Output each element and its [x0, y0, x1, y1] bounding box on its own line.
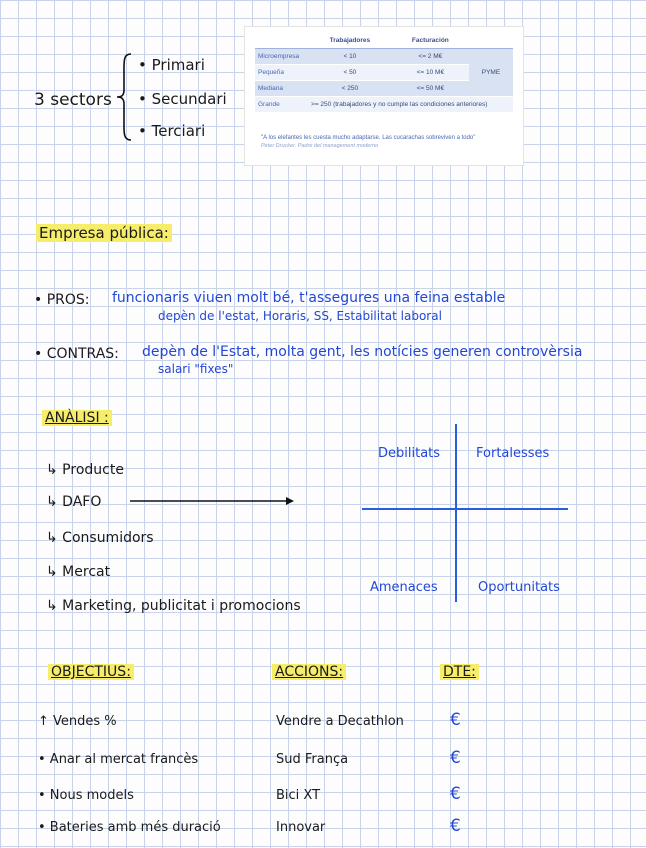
dte-header [440, 664, 479, 680]
table-header [469, 33, 513, 49]
analisi-item-mercat: ↳ Mercat [46, 564, 111, 580]
pros-line-2: depèn de l'estat, Horaris, SS, Estabilitat laboral [158, 309, 442, 323]
sector-secundari: • Secundari [138, 90, 227, 108]
contras-label: • CONTRAS: [34, 346, 119, 362]
analisi-title-text: ANÀLISI : [42, 410, 112, 426]
sectors-label: 3 sectors [34, 90, 112, 110]
swot-oportunitats: Oportunitats [478, 580, 560, 595]
objective-row-3: • Nous models [38, 788, 134, 803]
quote-author: Peter Drucker. Padre del management moderno [261, 143, 379, 149]
euro-icon: € [450, 710, 461, 730]
table-header [255, 33, 308, 49]
table-row [255, 97, 513, 113]
swot-vertical-axis [455, 424, 457, 602]
table-cell: Microempresa [255, 49, 308, 65]
sme-table-card [244, 26, 524, 166]
analisi-item-marketing: ↳ Marketing, publicitat i promocions [46, 598, 301, 614]
curly-brace-icon [115, 52, 133, 142]
table-cell: < 10 [308, 49, 392, 65]
table-cell: <= 50 M€ [392, 81, 469, 97]
table-cell: >= 250 (trabajadores y no cumple las condiciones anteriores) [308, 97, 513, 113]
empresa-publica-title-text: Empresa pública: [36, 224, 172, 242]
action-row-3: Bici XT [276, 788, 321, 803]
accions-header-text: ACCIONS: [272, 664, 346, 680]
pros-label: • PROS: [34, 292, 90, 308]
pros-line-1: funcionaris viuen molt bé, t'assegures una feina estable [112, 290, 506, 306]
euro-icon: € [450, 816, 461, 836]
contras-line-1: depèn de l'Estat, molta gent, les notícies generen controvèrsia [142, 344, 583, 360]
swot-debilitats: Debilitats [378, 446, 441, 461]
empresa-publica-title [36, 224, 172, 242]
arrow-right-icon [130, 496, 295, 506]
quote-text: "A los elefantes les cuesta mucho adaptarse. Las cucarachas sobreviven a todo" [261, 135, 476, 141]
analisi-item-producte: ↳ Producte [46, 462, 124, 478]
analisi-item-consumidors: ↳ Consumidors [46, 530, 154, 546]
action-row-2: Sud França [276, 752, 349, 767]
contras-line-2: salari "fixes" [158, 362, 234, 376]
euro-icon: € [450, 748, 461, 768]
table-cell: Pequeña [255, 65, 308, 81]
table-row [255, 49, 513, 65]
euro-icon: € [450, 784, 461, 804]
swot-horizontal-axis [362, 508, 568, 510]
objectius-header [48, 664, 134, 680]
analisi-title [42, 410, 112, 426]
accions-header [272, 664, 346, 680]
objective-row-4: • Bateries amb més duració [38, 820, 221, 835]
objective-row-1: ↑ Vendes % [38, 714, 117, 729]
sector-primari: • Primari [138, 56, 205, 74]
table-cell: Mediana [255, 81, 308, 97]
action-row-1: Vendre a Decathlon [276, 714, 404, 729]
objectius-header-text: OBJECTIUS: [48, 664, 134, 680]
table-header: Facturación [392, 33, 469, 49]
table-cell: <= 2 M€ [392, 49, 469, 65]
sme-table [255, 33, 513, 113]
table-cell: < 50 [308, 65, 392, 81]
swot-amenaces: Amenaces [370, 580, 438, 595]
action-row-4: Innovar [276, 820, 326, 835]
table-cell: < 250 [308, 81, 392, 97]
table-cell: <= 10 M€ [392, 65, 469, 81]
objective-row-2: • Anar al mercat francès [38, 752, 199, 767]
sector-terciari: • Terciari [138, 122, 206, 140]
pyme-group-label: PYME [469, 49, 513, 97]
table-cell: Grande [255, 97, 308, 113]
table-header: Trabajadores [308, 33, 392, 49]
swot-fortalesses: Fortalesses [476, 446, 550, 461]
dte-header-text: DTE: [440, 664, 479, 680]
analisi-item-dafo: ↳ DAFO [46, 494, 102, 510]
